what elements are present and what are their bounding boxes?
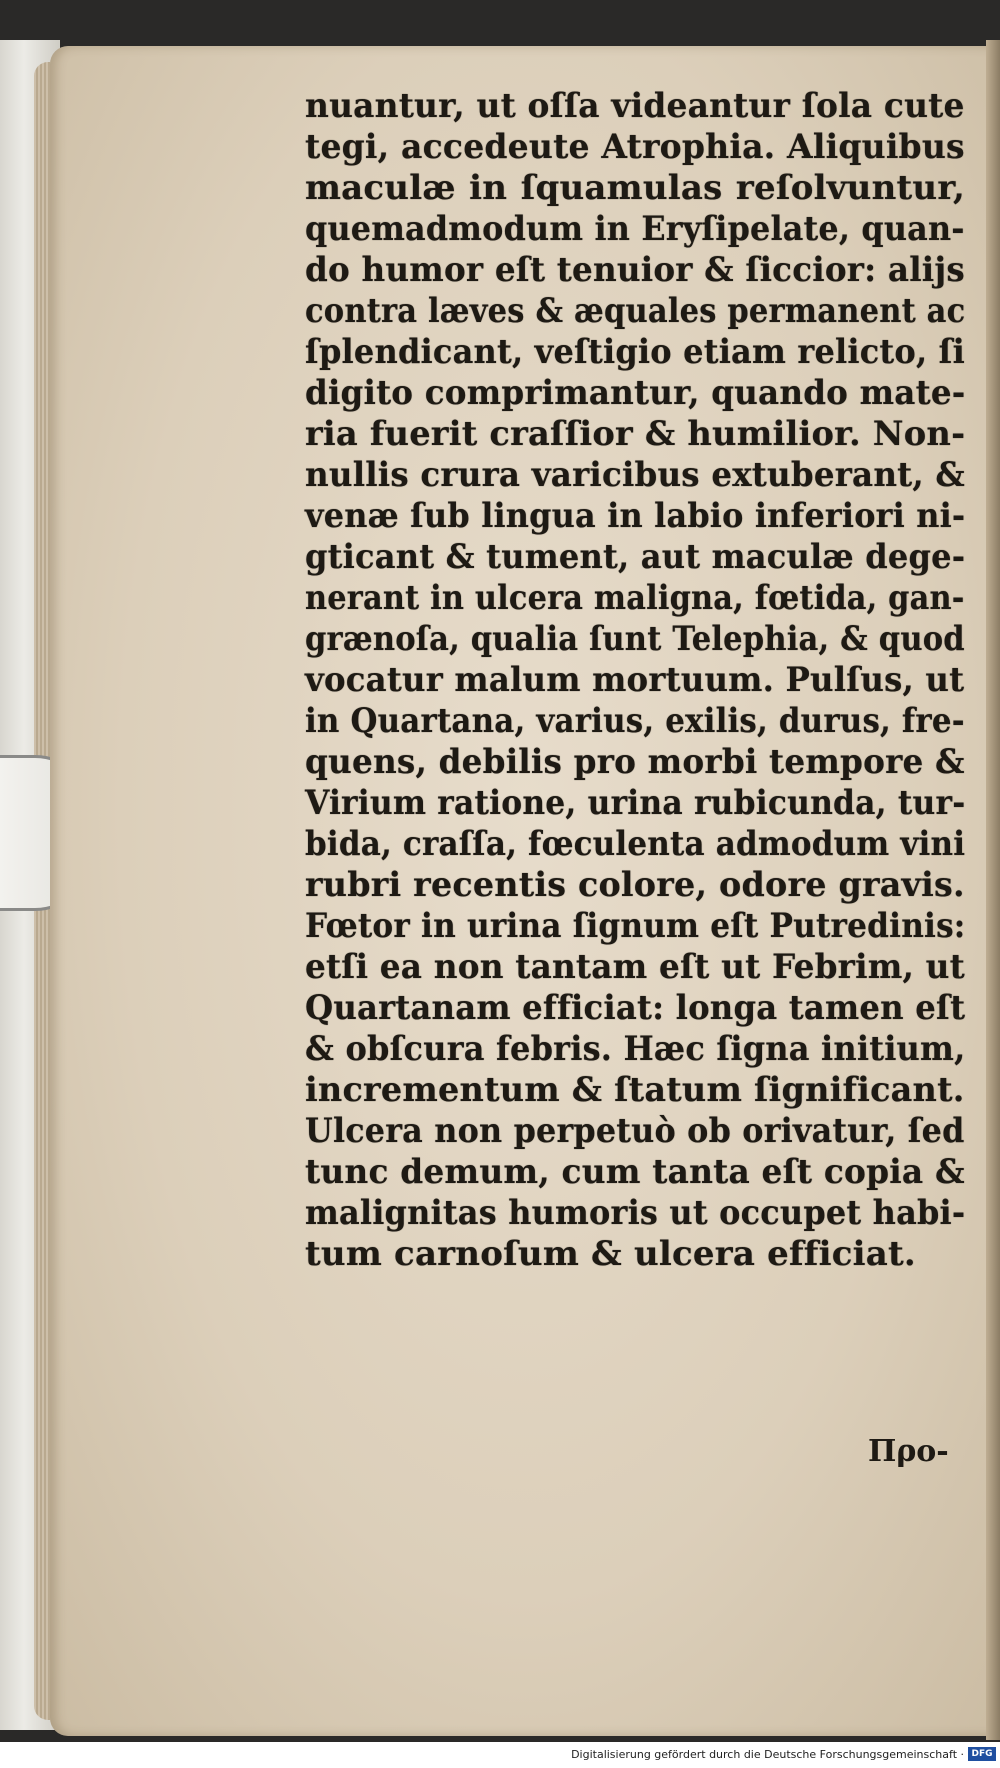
- text-line: contra læves & æquales permanent ac: [305, 291, 966, 331]
- text-line: nerant in ulcera maligna, fœtida, gan-: [305, 578, 965, 618]
- text-line: nuantur, ut oſſa videantur ſola cute: [305, 86, 965, 126]
- page-gutter-shadow: [986, 40, 1000, 1740]
- text-line: grænoſa, qualia ſunt Telephia, & quod: [305, 619, 965, 659]
- text-line: Fœtor in urina ſignum eſt Putredinis:: [305, 906, 966, 946]
- text-line: malignitas humoris ut occupet habi-: [305, 1193, 966, 1233]
- text-line: rubri recentis colore, odore gravis.: [305, 865, 965, 905]
- text-line: bida, craſſa, fœculenta admodum vini: [305, 824, 966, 864]
- text-line: ria fuerit craſſior & humilior. Non-: [305, 414, 966, 454]
- text-line: quens, debilis pro morbi tempore &: [305, 742, 965, 782]
- text-line: digito comprimantur, quando mate-: [305, 373, 966, 413]
- text-line: Virium ratione, urina rubicunda, tur-: [305, 783, 966, 823]
- catchword: Πρo-: [868, 1434, 949, 1469]
- text-line: maculæ in ſquamulas reſolvuntur,: [305, 168, 965, 208]
- text-line: in Quartana, varius, exilis, durus, fre-: [305, 701, 965, 741]
- text-line: etſi ea non tantam eſt ut Febrim, ut: [305, 947, 965, 987]
- text-line: tegi, accedeute Atrophia. Aliquibus: [305, 127, 965, 167]
- funding-credit: Digitalisierung gefördert durch die Deutsche Forschungsgemeinschaft ·: [571, 1748, 964, 1761]
- body-text: [305, 86, 965, 1275]
- text-line: incrementum & ſtatum ſignificant.: [305, 1070, 965, 1110]
- text-line: venæ ſub lingua in labio inferiori ni-: [305, 496, 966, 536]
- dfg-logo: DFG: [968, 1747, 996, 1761]
- text-line: nullis crura varicibus extuberant, &: [305, 455, 966, 495]
- text-line: gticant & tument, aut maculæ dege-: [305, 537, 966, 577]
- text-line: vocatur malum mortuum. Pulſus, ut: [305, 660, 965, 700]
- text-line: tum carnoſum & ulcera efficiat.: [305, 1234, 916, 1274]
- text-line: Quartanam efficiat: longa tamen eſt: [305, 988, 966, 1028]
- text-line: do humor eſt tenuior & ſiccior: alijs: [305, 250, 965, 290]
- text-line: Ulcera non perpetuò ob orivatur, ſed: [305, 1111, 965, 1151]
- text-line: & obſcura febris. Hæc ſigna initium,: [305, 1029, 966, 1069]
- text-line: quemadmodum in Eryſipelate, quan-: [305, 209, 965, 249]
- footer-bar: [0, 1742, 1000, 1768]
- text-line: ſplendicant, veſtigio etiam relicto, ſi: [305, 332, 965, 372]
- text-line: tunc demum, cum tanta eſt copia &: [305, 1152, 965, 1192]
